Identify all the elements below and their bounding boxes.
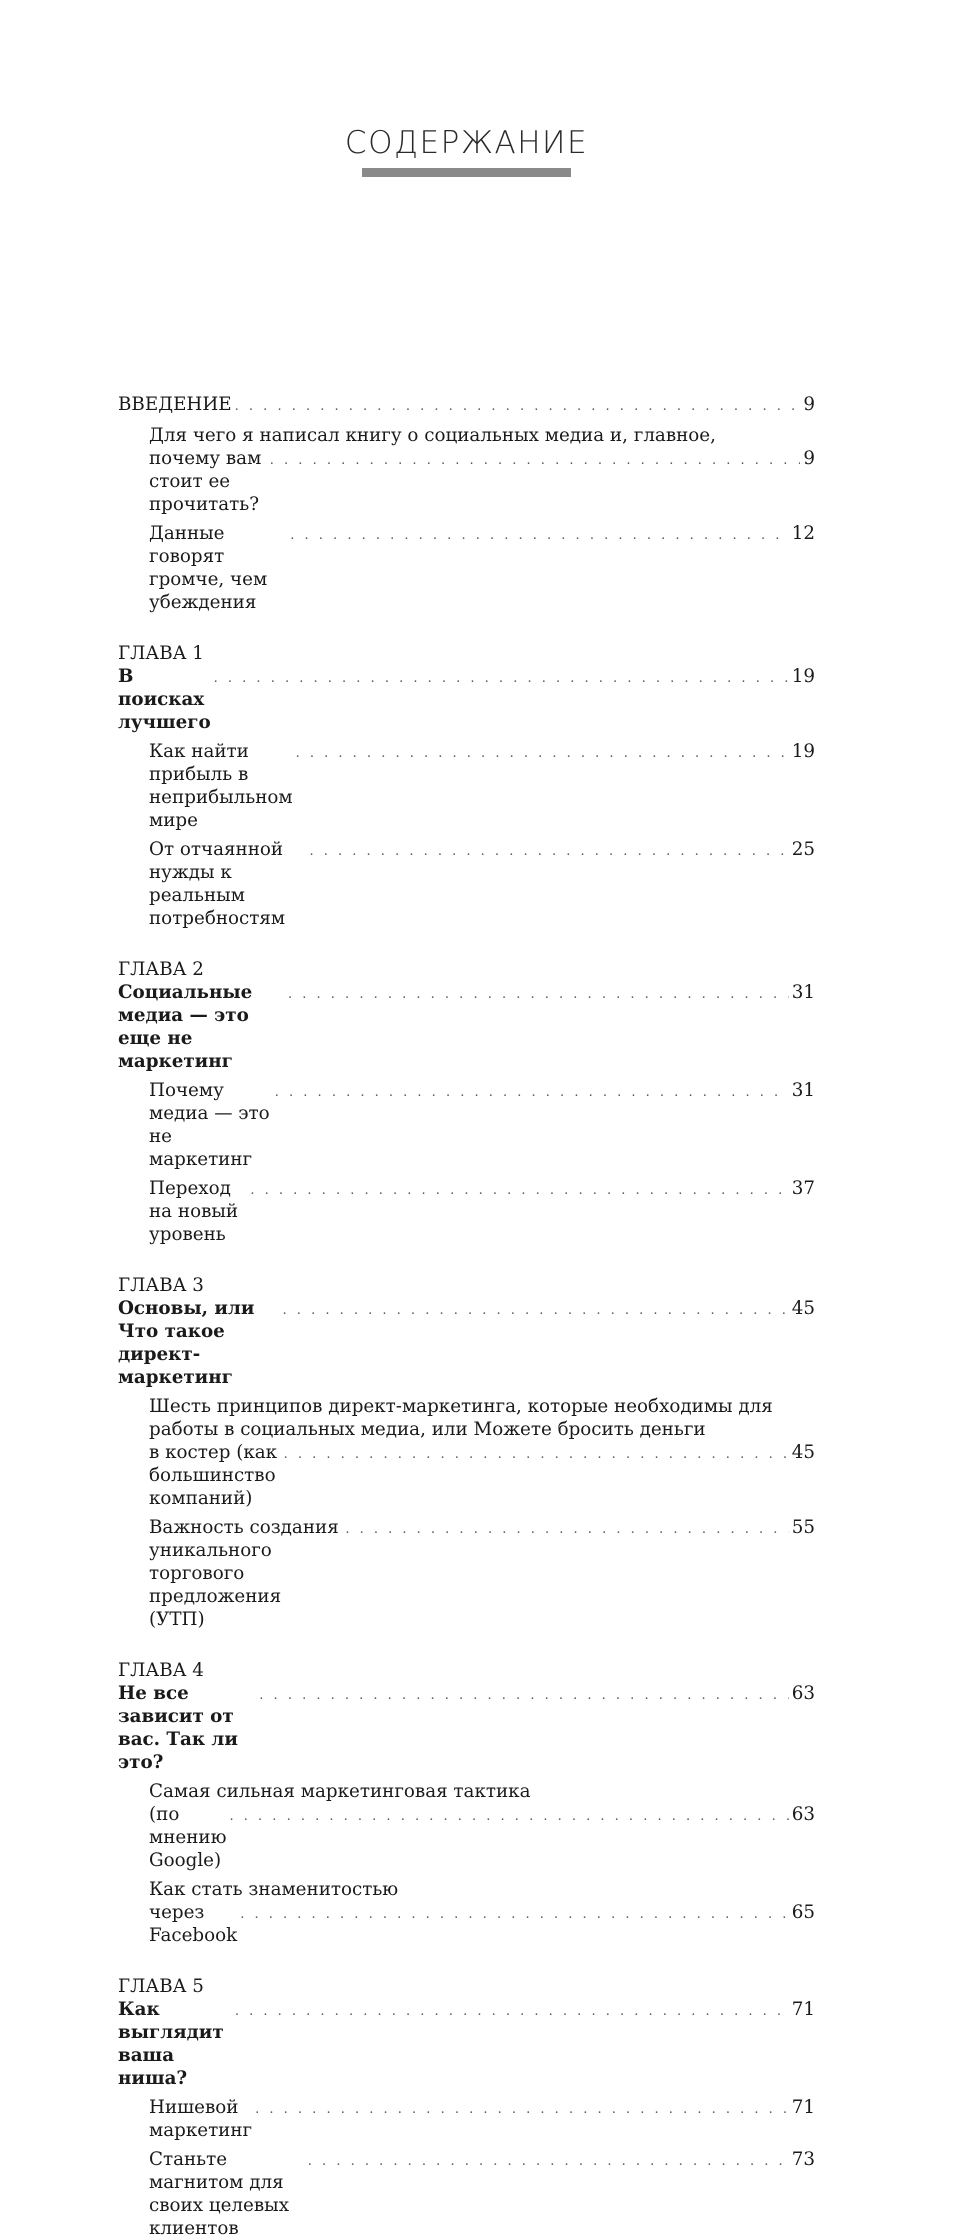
dot-leader xyxy=(290,524,788,547)
entry-row xyxy=(118,393,815,418)
entry-row xyxy=(149,447,815,516)
chapter-label: ГЛАВА 2 xyxy=(118,959,204,980)
dot-leader xyxy=(345,1518,788,1541)
entry-row xyxy=(149,1177,815,1246)
entry-text: Не все зависит от вас. Так ли это? xyxy=(118,1683,238,1773)
entry-row xyxy=(149,1441,815,1510)
entry-row xyxy=(149,1516,815,1631)
entry-text: В поисках лучшего xyxy=(118,666,211,733)
chapter-title-entry xyxy=(118,1297,815,1389)
dot-leader xyxy=(240,1903,789,1926)
intro-entry xyxy=(118,393,815,418)
entry-text: От отчаянной нужды к реальным потребностям xyxy=(149,839,286,929)
page-number: 25 xyxy=(791,839,815,860)
subsection-entry xyxy=(118,1516,815,1631)
page-number: 55 xyxy=(791,1517,815,1538)
chapter-section xyxy=(118,1975,815,2240)
dot-leader xyxy=(284,1443,789,1466)
entry-text: Как выглядит ваша ниша? xyxy=(118,1999,224,2089)
dot-leader xyxy=(288,983,789,1006)
entry-text: Как найти прибыль в неприбыльном мире xyxy=(149,741,293,831)
chapter-title-entry xyxy=(118,1998,815,2090)
page-number: 63 xyxy=(791,1683,815,1704)
chapter-section xyxy=(118,1274,815,1631)
page-number: 45 xyxy=(791,1298,815,1319)
dot-leader xyxy=(235,2000,789,2023)
subsection-entry xyxy=(118,1177,815,1246)
entry-text: ВВЕДЕНИЕ xyxy=(118,394,232,415)
entry-text-line: Для чего я написал книгу о социальных медиа и, главное, xyxy=(149,425,716,446)
page-number: 45 xyxy=(791,1442,815,1463)
chapter-section xyxy=(118,1659,815,1947)
entry-row xyxy=(149,1079,815,1171)
page-number: 37 xyxy=(791,1178,815,1199)
page-title: СОДЕРЖАНИЕ xyxy=(344,125,589,161)
entry-text: (по мнению Google) xyxy=(149,1804,227,1871)
entry-text: почему вам стоит ее прочитать? xyxy=(149,448,262,515)
page-number: 63 xyxy=(791,1804,815,1825)
page-number: 9 xyxy=(803,448,815,469)
subsection-entry xyxy=(118,1780,815,1872)
dot-leader xyxy=(309,840,788,863)
dot-leader xyxy=(308,2150,789,2173)
subsection-entry xyxy=(118,424,815,516)
dot-leader xyxy=(259,1684,788,1707)
entry-text: Переход на новый уровень xyxy=(149,1178,239,1245)
page-number: 12 xyxy=(791,523,815,544)
dot-leader xyxy=(250,1179,788,1202)
page-number: 9 xyxy=(803,394,815,415)
entry-text-line: Шесть принципов директ-маркетинга, которые необходимы для xyxy=(149,1396,773,1417)
entry-text: Станьте магнитом для своих целевых клиентов xyxy=(149,2149,290,2239)
entry-row xyxy=(149,522,815,614)
subsection-entry xyxy=(118,740,815,832)
dot-leader xyxy=(275,1081,789,1104)
entry-row xyxy=(118,1682,815,1774)
entry-row xyxy=(118,981,815,1073)
dot-leader xyxy=(214,667,789,690)
subsection-entry xyxy=(118,1878,815,1947)
chapter-label: ГЛАВА 4 xyxy=(118,1660,204,1681)
page-number: 71 xyxy=(791,1999,815,2020)
chapter-title-entry xyxy=(118,1682,815,1774)
dot-leader xyxy=(230,1805,789,1828)
dot-leader xyxy=(283,1299,789,1322)
dot-leader xyxy=(255,2098,789,2121)
entry-text: Социальные медиа — это еще не маркетинг xyxy=(118,982,253,1072)
page-number: 65 xyxy=(791,1902,815,1923)
entry-row xyxy=(118,665,815,734)
chapter-section xyxy=(118,642,815,930)
entry-text: Данные говорят громче, чем убеждения xyxy=(149,523,268,613)
entry-text: Нишевой маркетинг xyxy=(149,2097,253,2141)
dot-leader xyxy=(270,449,801,472)
entry-row xyxy=(149,2096,815,2142)
entry-text: Важность создания уникального торгового предложения (УТП) xyxy=(149,1517,339,1630)
entry-text: Почему медиа — это не маркетинг xyxy=(149,1080,270,1170)
page-number: 19 xyxy=(791,666,815,687)
subsection-entry xyxy=(118,1395,815,1510)
subsection-entry xyxy=(118,2096,815,2142)
entry-text: Основы, или Что такое директ-маркетинг xyxy=(118,1298,255,1388)
entry-text-line: Как стать знаменитостью xyxy=(149,1879,399,1900)
dot-leader xyxy=(296,742,789,765)
subsection-entry xyxy=(118,522,815,614)
subsection-entry xyxy=(118,2148,815,2240)
entry-text-line: Самая сильная маркетинговая тактика xyxy=(149,1781,531,1802)
entry-text: через Facebook xyxy=(149,1902,238,1946)
entry-text: в костер (как большинство компаний) xyxy=(149,1442,278,1509)
chapter-label: ГЛАВА 5 xyxy=(118,1976,204,1997)
chapter-label: ГЛАВА 3 xyxy=(118,1275,204,1296)
entry-row xyxy=(149,2148,815,2240)
entry-row xyxy=(118,1297,815,1389)
entry-row xyxy=(149,740,815,832)
title-underline xyxy=(362,168,571,177)
entry-row xyxy=(118,1998,815,2090)
entry-row xyxy=(149,1901,815,1947)
subsection-entry xyxy=(118,1079,815,1171)
entry-row xyxy=(149,1803,815,1872)
intro-section xyxy=(118,393,815,614)
table-of-contents xyxy=(118,393,815,2240)
chapter-section xyxy=(118,958,815,1246)
page-number: 71 xyxy=(791,2097,815,2118)
chapter-label: ГЛАВА 1 xyxy=(118,643,204,664)
page-number: 73 xyxy=(791,2149,815,2170)
entry-text-line: работы в социальных медиа, или Можете бросить деньги xyxy=(149,1419,706,1440)
page-number: 31 xyxy=(791,1080,815,1101)
subsection-entry xyxy=(118,838,815,930)
entry-row xyxy=(149,838,815,930)
chapter-title-entry xyxy=(118,665,815,734)
dot-leader xyxy=(235,395,801,418)
page-number: 19 xyxy=(791,741,815,762)
page-number: 31 xyxy=(791,982,815,1003)
chapter-title-entry xyxy=(118,981,815,1073)
